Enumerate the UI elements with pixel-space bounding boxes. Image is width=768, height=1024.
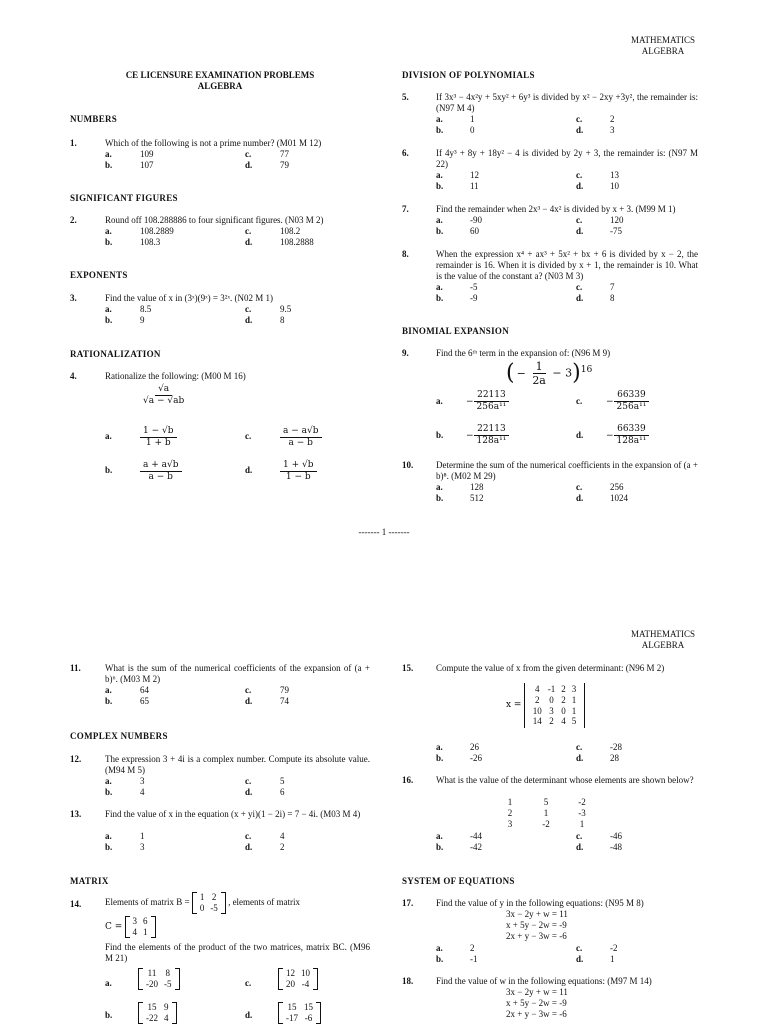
option-a-denominator: 1 + b bbox=[145, 437, 171, 448]
matrix-cell: 15 bbox=[287, 1002, 297, 1012]
section-division-of-polynomials: DIVISION OF POLYNOMIALS bbox=[402, 70, 535, 80]
question-17 bbox=[402, 898, 698, 968]
question-number: 11. bbox=[70, 663, 81, 673]
determinant-label: x = bbox=[506, 700, 522, 711]
option-letter: b. bbox=[105, 315, 113, 325]
option-b: 3 bbox=[140, 842, 145, 852]
option-c: 77 bbox=[280, 149, 289, 159]
option-c: 120 bbox=[610, 215, 624, 225]
option-b: 4 bbox=[140, 787, 145, 797]
option-letter: c. bbox=[576, 831, 583, 841]
matrix-cell: -17 bbox=[286, 1012, 298, 1023]
option-a: -5 bbox=[470, 282, 478, 292]
option-letter: b. bbox=[436, 226, 444, 236]
option-letter: a. bbox=[436, 943, 443, 953]
det-cell: 5 bbox=[571, 716, 577, 727]
option-a: 8.5 bbox=[140, 304, 152, 314]
option-b: 65 bbox=[140, 696, 149, 706]
det-cell: 1 bbox=[543, 807, 549, 818]
option-letter: a. bbox=[436, 482, 443, 492]
option-letter: c. bbox=[245, 149, 252, 159]
option-b: 60 bbox=[470, 226, 479, 236]
det-cell: 2 bbox=[561, 694, 566, 705]
page-header bbox=[620, 35, 706, 57]
rational-expression bbox=[140, 384, 187, 407]
option-letter: c. bbox=[245, 978, 252, 988]
option-b: 512 bbox=[470, 493, 484, 503]
option-a: 12 bbox=[470, 170, 479, 180]
option-d: 8 bbox=[610, 293, 615, 303]
option-b: -1 bbox=[470, 954, 478, 964]
matrix-cell: 15 bbox=[304, 1002, 313, 1012]
option-letter: b. bbox=[105, 696, 113, 706]
matrix-cell: 0 bbox=[199, 902, 205, 913]
option-d: 6 bbox=[280, 787, 285, 797]
option-c: 5 bbox=[280, 776, 285, 786]
option-a: 109 bbox=[140, 149, 154, 159]
option-letter: d. bbox=[245, 1010, 253, 1020]
section-significant-figures: SIGNIFICANT FIGURES bbox=[70, 193, 178, 203]
section-rationalization: RATIONALIZATION bbox=[70, 349, 161, 359]
matrix-cell: 8 bbox=[165, 968, 170, 978]
option-letter: d. bbox=[245, 842, 253, 852]
option-d-denominator: 1 − b bbox=[285, 471, 311, 482]
option-letter: d. bbox=[576, 181, 584, 191]
option-d: 8 bbox=[280, 315, 285, 325]
header-subject: MATHEMATICS bbox=[630, 35, 695, 45]
matrix-cell: 3 bbox=[132, 916, 138, 926]
matrix-c bbox=[125, 916, 156, 938]
det-cell: 3 bbox=[507, 818, 513, 829]
option-letter: a. bbox=[105, 776, 112, 786]
question-number: 17. bbox=[402, 898, 414, 908]
question-number: 16. bbox=[402, 775, 414, 785]
option-letter: d. bbox=[576, 430, 584, 440]
doc-title-line1: CE LICENSURE EXAMINATION PROBLEMS bbox=[125, 70, 315, 80]
option-d: 79 bbox=[280, 160, 289, 170]
option-c bbox=[280, 426, 322, 449]
section-system-of-equations: SYSTEM OF EQUATIONS bbox=[402, 876, 515, 886]
option-letter: b. bbox=[436, 125, 444, 135]
option-b: 108.3 bbox=[140, 237, 161, 247]
page-number: ------- 1 ------- bbox=[358, 527, 410, 537]
option-d: 2 bbox=[280, 842, 285, 852]
option-letter: a. bbox=[436, 114, 443, 124]
matrix-cell: -4 bbox=[301, 978, 310, 989]
option-letter: b. bbox=[436, 753, 444, 763]
option-letter: c. bbox=[245, 685, 252, 695]
matrix-cell: 15 bbox=[147, 1002, 157, 1012]
option-a: 1 bbox=[140, 831, 145, 841]
option-letter: d. bbox=[245, 237, 253, 247]
option-letter: d. bbox=[576, 125, 584, 135]
option-a-denominator: 256a¹¹ bbox=[476, 401, 507, 412]
option-b: -26 bbox=[470, 753, 482, 763]
option-a: 2 bbox=[470, 943, 475, 953]
option-letter: b. bbox=[436, 430, 444, 440]
option-letter: d. bbox=[245, 160, 253, 170]
option-letter: a. bbox=[105, 149, 112, 159]
question-text: Find the value of x in (3ˣ)(9ˣ) = 3²ˣ. (N02 M 1) bbox=[105, 293, 274, 303]
matrix-cell: 10 bbox=[301, 968, 310, 978]
equation: x + 5y − 2w = -9 bbox=[506, 997, 567, 1008]
option-c: -46 bbox=[610, 831, 622, 841]
option-a: 1 bbox=[470, 114, 475, 124]
option-c: 108.2 bbox=[280, 226, 301, 236]
option-c-matrix bbox=[278, 968, 318, 990]
option-letter: c. bbox=[576, 114, 583, 124]
expr-numerator: √a bbox=[155, 384, 172, 396]
matrix-cell: 6 bbox=[143, 916, 148, 926]
binomial-expression: ( − $\frac{1}{2a}$ − 3)$^{16}$ bbox=[506, 360, 593, 388]
section-matrix: MATRIX bbox=[70, 876, 109, 886]
det-cell: 1 bbox=[579, 818, 585, 829]
question-number: 6. bbox=[402, 148, 409, 158]
option-a: 108.2889 bbox=[140, 226, 174, 236]
question-text: , elements of matrix bbox=[228, 896, 301, 907]
det-cell: 2 bbox=[507, 807, 513, 818]
det-cell: -2 bbox=[542, 818, 550, 829]
matrix-cell: -22 bbox=[146, 1012, 158, 1023]
option-letter: d. bbox=[245, 315, 253, 325]
option-letter: a. bbox=[436, 282, 443, 292]
option-c bbox=[614, 390, 650, 413]
option-a bbox=[140, 426, 177, 449]
question-text: Compute the value of x from the given determinant: (N96 M 2) bbox=[436, 663, 665, 673]
question-number: 2. bbox=[70, 215, 77, 225]
question-number: 10. bbox=[402, 460, 414, 470]
option-letter: c. bbox=[245, 776, 252, 786]
question-number: 18. bbox=[402, 976, 414, 986]
option-c-denominator: 256a¹¹ bbox=[616, 401, 647, 412]
question-text: Round off 108.288886 to four significant figures. (N03 M 2) bbox=[105, 215, 324, 225]
expr-exponent: 16 bbox=[580, 364, 593, 376]
option-b bbox=[474, 424, 510, 447]
question-text: Find the value of y in the following equations: (N95 M 8) bbox=[436, 898, 644, 908]
matrix-cell: 4 bbox=[132, 926, 138, 937]
option-c: 2 bbox=[610, 114, 615, 124]
section-complex-numbers: COMPLEX NUMBERS bbox=[70, 731, 168, 741]
question-number: 8. bbox=[402, 249, 409, 259]
option-letter: c. bbox=[576, 170, 583, 180]
option-letter: d. bbox=[576, 954, 584, 964]
option-letter: a. bbox=[436, 831, 443, 841]
option-letter: b. bbox=[105, 842, 113, 852]
question-number: 14. bbox=[70, 899, 82, 909]
det-cell: -1 bbox=[547, 684, 556, 694]
det-cell: -2 bbox=[578, 797, 586, 807]
option-b: 11 bbox=[470, 181, 479, 191]
det-cell: 10 bbox=[532, 705, 542, 716]
option-letter: a. bbox=[436, 396, 443, 406]
section-numbers: NUMBERS bbox=[70, 114, 118, 124]
option-letter: c. bbox=[245, 226, 252, 236]
option-c: -2 bbox=[610, 943, 618, 953]
option-d-matrix bbox=[278, 1002, 321, 1024]
option-letter: d. bbox=[576, 842, 584, 852]
option-c-numerator: 66339 bbox=[614, 390, 649, 402]
option-letter: c. bbox=[576, 282, 583, 292]
option-letter: b. bbox=[436, 293, 444, 303]
option-b-denominator: a − b bbox=[148, 471, 173, 482]
matrix-cell: -6 bbox=[304, 1012, 313, 1023]
question-number: 13. bbox=[70, 809, 82, 819]
option-d-numerator: 66339 bbox=[614, 424, 649, 436]
header-subject: MATHEMATICS bbox=[630, 629, 695, 639]
option-a-numerator: 1 − √b bbox=[140, 426, 177, 438]
header-topic: ALGEBRA bbox=[641, 639, 685, 650]
det-cell: 4 bbox=[561, 716, 566, 727]
equation: 2x + y − 3w = -6 bbox=[506, 930, 567, 941]
option-letter: b. bbox=[105, 465, 113, 475]
question-text: What is the sum of the numerical coefficients of the expansion of (a + b)⁶. (M03 M 2) bbox=[105, 663, 370, 684]
option-letter: b. bbox=[105, 237, 113, 247]
option-letter: a. bbox=[436, 215, 443, 225]
option-letter: c. bbox=[576, 215, 583, 225]
option-letter: b. bbox=[436, 493, 444, 503]
question-9: 9. Find the 6ᵗʰ term in the expansion of: (N96 M 9) ( − $\frac{1}{2a}$ − 3)$^{16}$ a. − $\frac{22113}{\text{256a¹¹}}$ c. − $\frac{66339}{\text{256a¹¹}}$ b. − $\frac{22113}{\text{128a¹¹}}$ d. − $\frac{66339}{\text{128a¹¹}}$ bbox=[402, 348, 698, 508]
option-letter: b. bbox=[436, 842, 444, 852]
option-letter: a. bbox=[105, 304, 112, 314]
question-number: 1. bbox=[70, 138, 77, 148]
option-letter: d. bbox=[245, 465, 253, 475]
expr-denominator: 2a bbox=[532, 374, 546, 388]
question-text: When the expression x⁴ + ax³ + 5x² + bx + 6 is divided by x − 2, the remainder is 16. When it is divided by x + 1, the remainder is 10. What is the value of the constant a? (N03 M 3) bbox=[436, 249, 698, 281]
expr-constant: − 3 bbox=[552, 366, 573, 380]
option-d: 74 bbox=[280, 696, 289, 706]
option-d: 28 bbox=[610, 753, 619, 763]
det-cell: -3 bbox=[578, 807, 586, 818]
option-letter: c. bbox=[576, 396, 583, 406]
option-letter: c. bbox=[576, 943, 583, 953]
question-text: Find the value of x in the equation (x + yi)(1 − 2i) = 7 − 4i. (M03 M 4) bbox=[105, 809, 361, 819]
section-binomial-expansion: BINOMIAL EXPANSION bbox=[402, 326, 509, 336]
question-text: Elements of matrix B = bbox=[105, 896, 190, 907]
equation-system bbox=[506, 987, 568, 1019]
det-cell: 1 bbox=[571, 694, 577, 705]
option-letter: a. bbox=[105, 831, 112, 841]
option-b-numerator: a + a√b bbox=[140, 460, 182, 472]
option-d bbox=[280, 460, 317, 483]
option-c-denominator: a − b bbox=[288, 437, 313, 448]
det-cell: 2 bbox=[561, 684, 566, 694]
matrix-c-label: C = bbox=[105, 921, 123, 932]
option-letter: a. bbox=[436, 170, 443, 180]
equation: 2x + y − 3w = -6 bbox=[506, 1008, 567, 1019]
option-c: 79 bbox=[280, 685, 289, 695]
question-text: Find the elements of the product of the two matrices, matrix BC. (M96 M 21) bbox=[105, 942, 370, 963]
option-d bbox=[614, 424, 650, 447]
matrix-cell: 1 bbox=[143, 926, 148, 937]
option-c: 4 bbox=[280, 831, 285, 841]
option-c: 256 bbox=[610, 482, 624, 492]
matrix-cell: -5 bbox=[164, 978, 172, 989]
question-text: Find the remainder when 2x³ − 4x² is divided by x + 3. (M99 M 1) bbox=[436, 204, 676, 214]
question-text: If 3x³ − 4x²y + 5xy² + 6y³ is divided by x² − 2xy +3y², the remainder is: (N97 M 4) bbox=[436, 92, 698, 113]
option-b bbox=[140, 460, 182, 483]
question-4 bbox=[70, 371, 370, 491]
matrix-cell: -20 bbox=[146, 978, 158, 989]
option-letter: a. bbox=[105, 431, 112, 441]
section-exponents: EXPONENTS bbox=[70, 270, 128, 280]
option-letter: b. bbox=[436, 181, 444, 191]
matrix-b bbox=[192, 892, 226, 914]
option-d: 1 bbox=[610, 954, 615, 964]
option-letter: a. bbox=[105, 226, 112, 236]
question-number: 9. bbox=[402, 348, 409, 358]
det-cell: 1 bbox=[507, 797, 513, 807]
option-letter: c. bbox=[245, 831, 252, 841]
det-cell: 2 bbox=[534, 694, 540, 705]
equation: x + 5y − 2w = -9 bbox=[506, 919, 567, 930]
option-b-matrix bbox=[138, 1002, 177, 1024]
option-a: 128 bbox=[470, 482, 484, 492]
doc-title bbox=[70, 70, 370, 92]
expr-denominator: √a − √ab bbox=[143, 395, 185, 406]
option-a: 3 bbox=[140, 776, 145, 786]
matrix-cell: 4 bbox=[164, 1012, 169, 1023]
option-letter: d. bbox=[576, 293, 584, 303]
determinant-matrix bbox=[524, 683, 586, 728]
matrix-cell: 2 bbox=[211, 892, 217, 902]
option-d: 1024 bbox=[610, 493, 628, 503]
option-letter: b. bbox=[105, 787, 113, 797]
option-a: 26 bbox=[470, 742, 479, 752]
page-header-2 bbox=[620, 629, 706, 651]
matrix-cell: 9 bbox=[164, 1002, 169, 1012]
option-c: 13 bbox=[610, 170, 619, 180]
matrix-cell: 12 bbox=[286, 968, 295, 978]
option-letter: c. bbox=[576, 482, 583, 492]
option-letter: b. bbox=[436, 954, 444, 964]
option-b: 107 bbox=[140, 160, 154, 170]
option-d-denominator: 128a¹¹ bbox=[616, 435, 647, 446]
header-topic: ALGEBRA bbox=[641, 45, 685, 56]
option-c: 7 bbox=[610, 282, 615, 292]
option-letter: d. bbox=[245, 696, 253, 706]
option-a: -90 bbox=[470, 215, 482, 225]
question-text: Which of the following is not a prime number? (M01 M 12) bbox=[105, 138, 322, 148]
doc-title-line2: ALGEBRA bbox=[197, 80, 243, 91]
option-a: -44 bbox=[470, 831, 482, 841]
det-cell: 3 bbox=[571, 684, 577, 694]
question-number: 15. bbox=[402, 663, 414, 673]
option-d: 108.2888 bbox=[280, 237, 314, 247]
option-d: -48 bbox=[610, 842, 622, 852]
question-number: 7. bbox=[402, 204, 409, 214]
option-letter: d. bbox=[576, 493, 584, 503]
option-b: -9 bbox=[470, 293, 478, 303]
option-a: 64 bbox=[140, 685, 149, 695]
det-cell: 14 bbox=[532, 716, 542, 727]
option-letter: d. bbox=[576, 226, 584, 236]
option-letter: d. bbox=[245, 787, 253, 797]
question-16 bbox=[402, 775, 698, 855]
option-letter: a. bbox=[436, 742, 443, 752]
matrix-cell: 1 bbox=[199, 892, 205, 902]
equation: 3x − 2y + w = 11 bbox=[506, 987, 568, 997]
question-number: 4. bbox=[70, 371, 77, 381]
question-number: 12. bbox=[70, 754, 82, 764]
option-a-numerator: 22113 bbox=[474, 390, 509, 402]
matrix-cell: 20 bbox=[286, 978, 295, 989]
option-d-numerator: 1 + √b bbox=[280, 460, 317, 472]
question-text: If 4y³ + 8y + 18y² − 4 is divided by 2y + 3, the remainder is: (N97 M 22) bbox=[436, 148, 698, 169]
question-number: 5. bbox=[402, 92, 409, 102]
det-cell: 0 bbox=[561, 705, 566, 716]
option-letter: c. bbox=[245, 431, 252, 441]
question-text: Find the 6ᵗʰ term in the expansion of: (N96 M 9) bbox=[436, 348, 611, 358]
option-letter: a. bbox=[105, 685, 112, 695]
determinant-elements bbox=[492, 797, 600, 829]
question-text: Determine the sum of the numerical coefficients in the expansion of (a + b)⁸. (M02 M 29) bbox=[436, 460, 698, 481]
option-b: 9 bbox=[140, 315, 145, 325]
option-d: -75 bbox=[610, 226, 622, 236]
option-letter: c. bbox=[576, 742, 583, 752]
det-cell: 1 bbox=[571, 705, 577, 716]
option-letter: a. bbox=[105, 978, 112, 988]
question-text: Rationalize the following: (M00 M 16) bbox=[105, 371, 246, 381]
option-c: 9.5 bbox=[280, 304, 292, 314]
option-letter: d. bbox=[576, 753, 584, 763]
option-b: 0 bbox=[470, 125, 475, 135]
option-d: 10 bbox=[610, 181, 619, 191]
equation-system bbox=[506, 909, 568, 941]
question-15 bbox=[402, 663, 698, 773]
matrix-cell: -5 bbox=[210, 902, 218, 913]
option-c-numerator: a − a√b bbox=[280, 426, 322, 438]
expr-numerator: 1 bbox=[533, 360, 546, 374]
option-d: 3 bbox=[610, 125, 615, 135]
question-text: What is the value of the determinant whose elements are shown below? bbox=[436, 775, 694, 785]
option-letter: b. bbox=[105, 160, 113, 170]
option-letter: b. bbox=[105, 1010, 113, 1020]
question-text: Find the value of w in the following equations: (M97 M 14) bbox=[436, 976, 652, 986]
matrix-cell: 11 bbox=[147, 968, 157, 978]
option-b: -42 bbox=[470, 842, 482, 852]
question-14 bbox=[70, 892, 370, 1024]
option-b-numerator: 22113 bbox=[474, 424, 509, 436]
det-cell: 3 bbox=[549, 705, 554, 716]
option-c: -28 bbox=[610, 742, 622, 752]
option-a-matrix bbox=[138, 968, 180, 990]
equation: 3x − 2y + w = 11 bbox=[506, 909, 568, 919]
question-number: 3. bbox=[70, 293, 77, 303]
det-cell: 5 bbox=[543, 797, 549, 807]
question-text: The expression 3 + 4i is a complex number. Compute its absolute value. (M94 M 5) bbox=[105, 754, 370, 775]
option-a bbox=[474, 390, 510, 413]
det-cell: 2 bbox=[549, 716, 554, 727]
det-cell: 0 bbox=[549, 694, 554, 705]
question-18 bbox=[402, 976, 698, 1022]
option-b-denominator: 128a¹¹ bbox=[476, 435, 507, 446]
option-letter: c. bbox=[245, 304, 252, 314]
det-cell: 4 bbox=[534, 684, 540, 694]
